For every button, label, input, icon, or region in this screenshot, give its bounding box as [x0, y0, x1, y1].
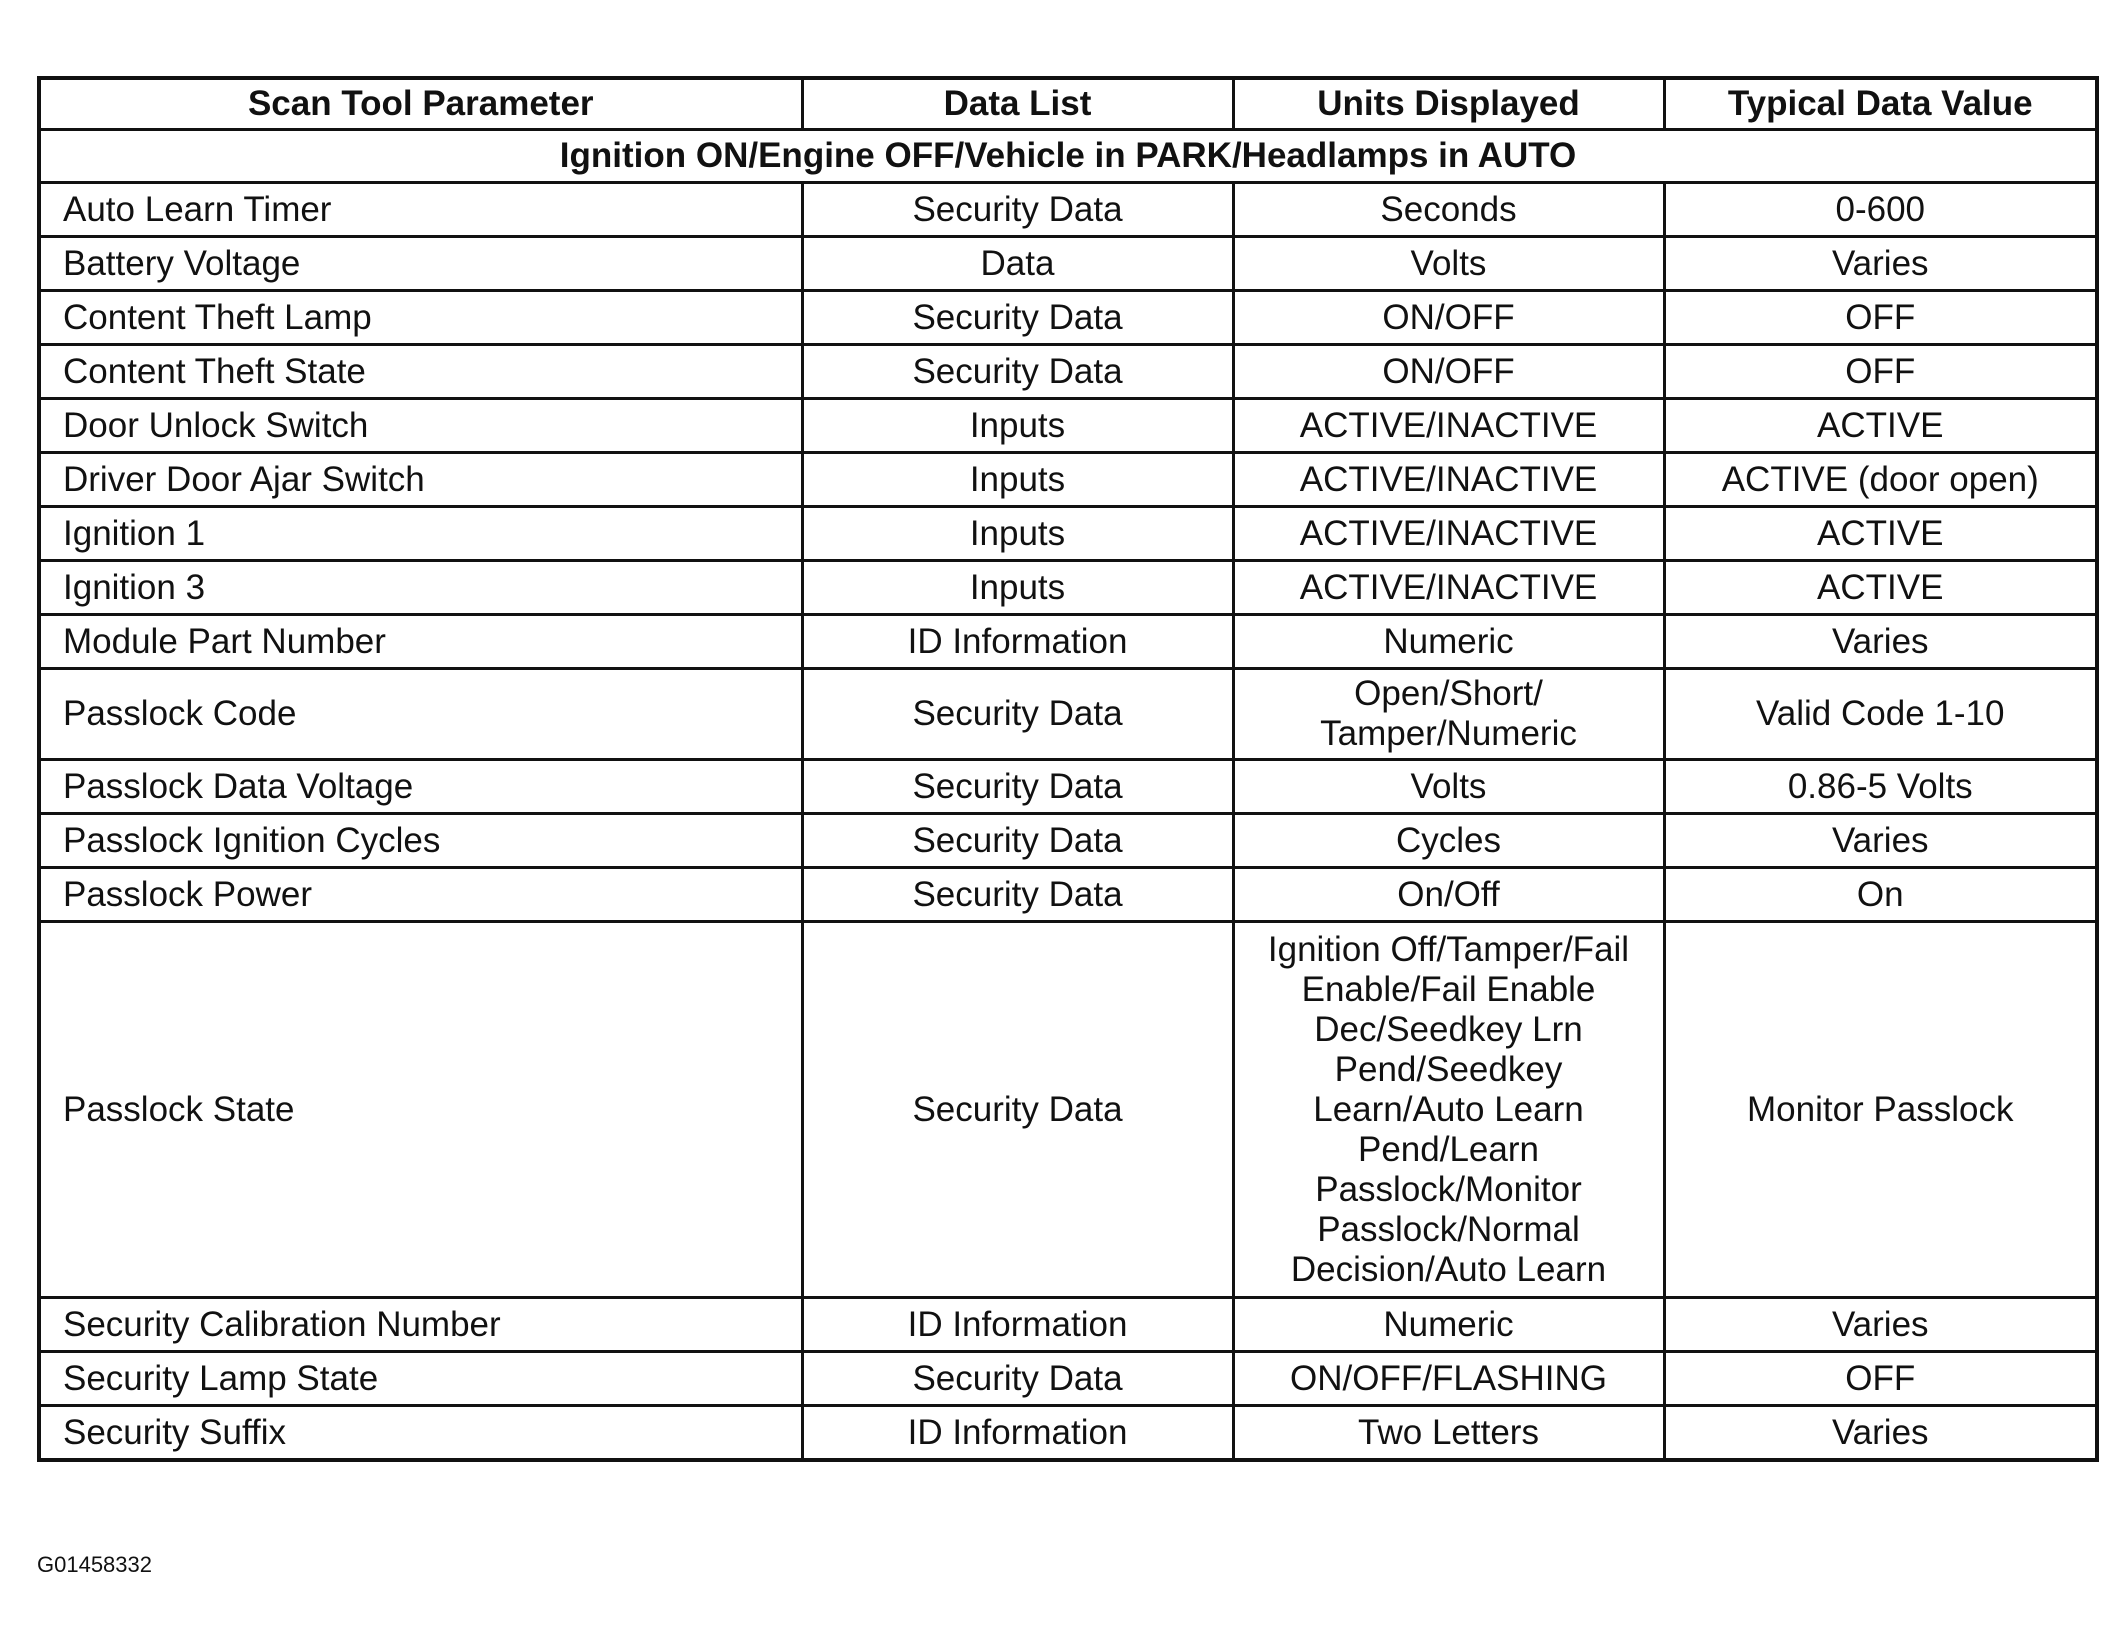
units-cell: ON/OFF — [1233, 291, 1664, 345]
data-list-cell: Security Data — [802, 291, 1233, 345]
data-list-cell: Security Data — [802, 814, 1233, 868]
units-cell: Numeric — [1233, 1298, 1664, 1352]
table-row — [39, 615, 2097, 669]
data-list-cell: Inputs — [802, 453, 1233, 507]
typical-value-cell: Varies — [1664, 237, 2097, 291]
table-row — [39, 345, 2097, 399]
param-cell: Security Calibration Number — [39, 1298, 802, 1352]
param-cell: Passlock State — [39, 922, 802, 1298]
units-cell: ACTIVE/INACTIVE — [1233, 507, 1664, 561]
table-row — [39, 399, 2097, 453]
param-cell: Ignition 3 — [39, 561, 802, 615]
typical-value-cell: Varies — [1664, 1406, 2097, 1461]
header-scan-tool-parameter: Scan Tool Parameter — [39, 78, 802, 130]
units-cell: Cycles — [1233, 814, 1664, 868]
units-cell: Volts — [1233, 760, 1664, 814]
typical-value-cell: Valid Code 1-10 — [1664, 669, 2097, 760]
header-units-displayed: Units Displayed — [1233, 78, 1664, 130]
typical-value-cell: Varies — [1664, 1298, 2097, 1352]
data-list-cell: Data — [802, 237, 1233, 291]
param-cell: Ignition 1 — [39, 507, 802, 561]
table-row — [39, 1406, 2097, 1461]
units-cell: ON/OFF/FLASHING — [1233, 1352, 1664, 1406]
data-list-cell: Inputs — [802, 561, 1233, 615]
table-row — [39, 507, 2097, 561]
typical-value-cell: Varies — [1664, 814, 2097, 868]
table-row — [39, 868, 2097, 922]
table-row — [39, 561, 2097, 615]
param-cell: Content Theft State — [39, 345, 802, 399]
typical-value-cell: Varies — [1664, 615, 2097, 669]
data-list-cell: Security Data — [802, 345, 1233, 399]
table-row — [39, 183, 2097, 237]
table-row — [39, 237, 2097, 291]
data-list-cell: Security Data — [802, 183, 1233, 237]
table-row — [39, 669, 2097, 760]
typical-value-cell: OFF — [1664, 345, 2097, 399]
typical-value-cell: 0-600 — [1664, 183, 2097, 237]
param-cell: Security Lamp State — [39, 1352, 802, 1406]
figure-id: G01458332 — [37, 1552, 152, 1577]
typical-value-cell: OFF — [1664, 291, 2097, 345]
param-cell: Passlock Code — [39, 669, 802, 760]
typical-value-cell: Monitor Passlock — [1664, 922, 2097, 1298]
typical-value-cell: ACTIVE — [1664, 399, 2097, 453]
section-row — [39, 130, 2097, 183]
data-list-cell: ID Information — [802, 615, 1233, 669]
param-cell: Passlock Data Voltage — [39, 760, 802, 814]
typical-value-cell: 0.86-5 Volts — [1664, 760, 2097, 814]
param-cell: Door Unlock Switch — [39, 399, 802, 453]
data-list-cell: Security Data — [802, 922, 1233, 1298]
header-typical-data-value: Typical Data Value — [1664, 78, 2097, 130]
units-cell: ON/OFF — [1233, 345, 1664, 399]
typical-value-cell: ACTIVE — [1664, 561, 2097, 615]
table-row — [39, 291, 2097, 345]
param-cell: Passlock Power — [39, 868, 802, 922]
data-list-cell: Inputs — [802, 399, 1233, 453]
units-cell: Seconds — [1233, 183, 1664, 237]
units-cell: ACTIVE/INACTIVE — [1233, 399, 1664, 453]
data-list-cell: Security Data — [802, 1352, 1233, 1406]
param-cell: Module Part Number — [39, 615, 802, 669]
data-list-cell: Security Data — [802, 868, 1233, 922]
units-cell: ACTIVE/INACTIVE — [1233, 453, 1664, 507]
units-cell: Open/Short/ Tamper/Numeric — [1233, 669, 1664, 760]
param-cell: Security Suffix — [39, 1406, 802, 1461]
data-list-cell: Inputs — [802, 507, 1233, 561]
typical-value-cell: ACTIVE (door open) — [1664, 453, 2097, 507]
data-list-cell: ID Information — [802, 1406, 1233, 1461]
param-cell: Passlock Ignition Cycles — [39, 814, 802, 868]
table-row — [39, 814, 2097, 868]
param-cell: Auto Learn Timer — [39, 183, 802, 237]
units-cell: Volts — [1233, 237, 1664, 291]
table-row — [39, 453, 2097, 507]
data-list-cell: Security Data — [802, 669, 1233, 760]
data-list-cell: ID Information — [802, 1298, 1233, 1352]
table-row — [39, 1352, 2097, 1406]
typical-value-cell: OFF — [1664, 1352, 2097, 1406]
table-row — [39, 760, 2097, 814]
table-row — [39, 1298, 2097, 1352]
section-title: Ignition ON/Engine OFF/Vehicle in PARK/Headlamps in AUTO — [39, 130, 2097, 183]
table-row — [39, 922, 2097, 1298]
param-cell: Content Theft Lamp — [39, 291, 802, 345]
units-cell: Ignition Off/Tamper/Fail Enable/Fail Enable Dec/Seedkey Lrn Pend/Seedkey Learn/Auto Learn Pend/Learn Passlock/Monitor Passlock/Normal Decision/Auto Learn — [1233, 922, 1664, 1298]
param-cell: Battery Voltage — [39, 237, 802, 291]
scan-tool-data-table — [37, 76, 2099, 1462]
units-cell: ACTIVE/INACTIVE — [1233, 561, 1664, 615]
units-cell: On/Off — [1233, 868, 1664, 922]
header-data-list: Data List — [802, 78, 1233, 130]
typical-value-cell: On — [1664, 868, 2097, 922]
units-cell: Numeric — [1233, 615, 1664, 669]
typical-value-cell: ACTIVE — [1664, 507, 2097, 561]
header-row — [39, 78, 2097, 130]
data-list-cell: Security Data — [802, 760, 1233, 814]
units-cell: Two Letters — [1233, 1406, 1664, 1461]
param-cell: Driver Door Ajar Switch — [39, 453, 802, 507]
